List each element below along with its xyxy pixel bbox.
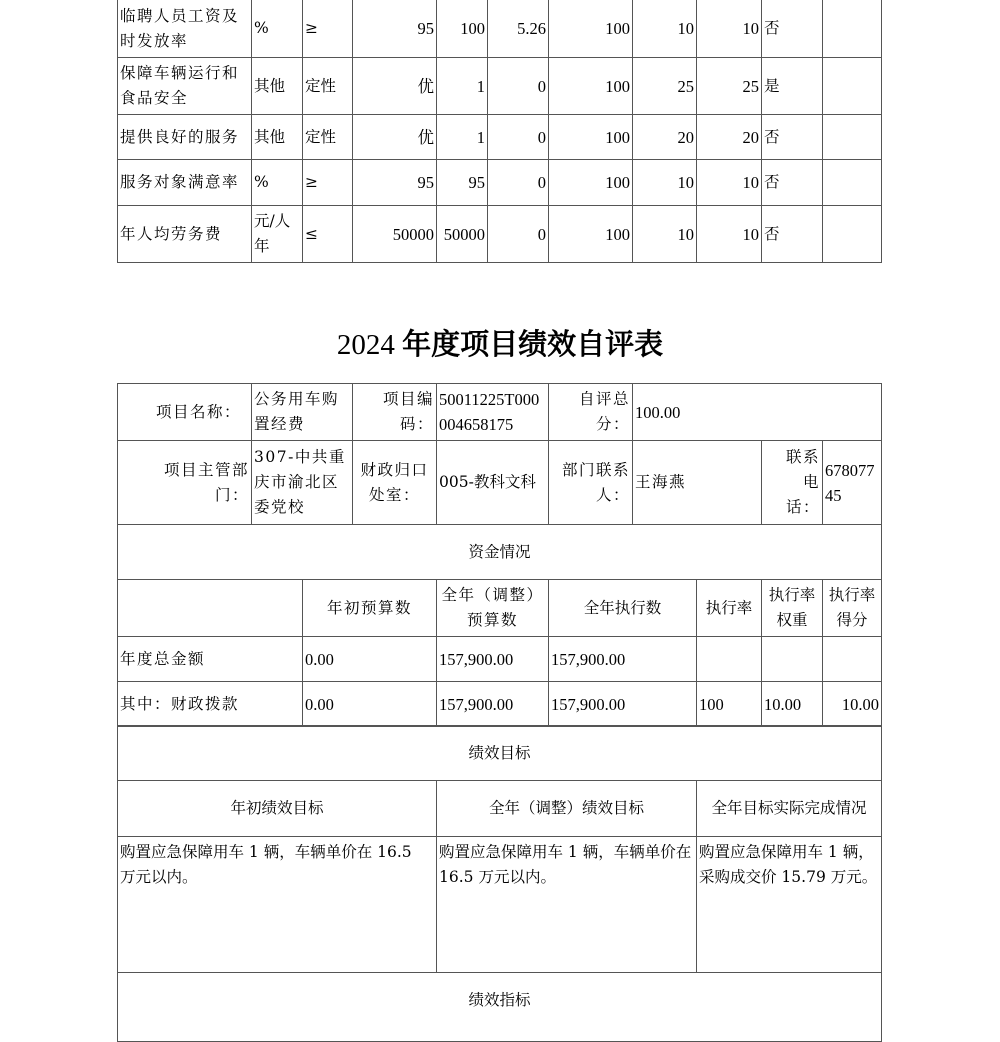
indicator-deviation: 0 bbox=[487, 114, 549, 160]
indicator-target: 优 bbox=[352, 114, 437, 160]
contact-label: 部门联系人： bbox=[548, 440, 633, 525]
funds-adjusted: 157,900.00 bbox=[436, 681, 549, 727]
indicator-flag: 否 bbox=[761, 159, 823, 206]
phone-value: 67807745 bbox=[822, 440, 882, 525]
page-title bbox=[0, 322, 1000, 363]
indicator-target: 95 bbox=[352, 0, 437, 58]
indicator-actual: 95 bbox=[436, 159, 488, 206]
dept-label: 项目主管部门： bbox=[117, 440, 252, 525]
indicator-unit: 其他 bbox=[251, 114, 303, 160]
funds-executed: 157,900.00 bbox=[548, 681, 697, 727]
indicator-operator: ≥ bbox=[302, 159, 353, 206]
funds-header-executed: 全年执行数 bbox=[548, 579, 697, 637]
indicator-actual: 100 bbox=[436, 0, 488, 58]
goals-section-title: 绩效目标 bbox=[117, 725, 882, 781]
indicator-score: 10 bbox=[696, 205, 762, 263]
indicator-target: 优 bbox=[352, 57, 437, 115]
goal-initial-text: 购置应急保障用车 1 辆，车辆单价在 16.5 万元以内。 bbox=[117, 836, 437, 973]
indicator-operator: 定性 bbox=[302, 114, 353, 160]
indicator-name: 提供良好的服务 bbox=[117, 114, 252, 160]
indicator-unit: 元/人年 bbox=[251, 205, 303, 263]
project-code-label: 项目编码： bbox=[352, 383, 437, 441]
indicator-note bbox=[822, 0, 882, 58]
indicator-rate: 100 bbox=[548, 205, 633, 263]
indicator-operator: 定性 bbox=[302, 57, 353, 115]
funds-header-blank bbox=[117, 579, 303, 637]
indicator-operator: ≤ bbox=[302, 205, 353, 263]
finance-value: 005-教科文科 bbox=[436, 440, 549, 525]
indicator-name: 年人均劳务费 bbox=[117, 205, 252, 263]
funds-rate bbox=[696, 636, 762, 682]
funds-executed: 157,900.00 bbox=[548, 636, 697, 682]
indicator-weight: 20 bbox=[632, 114, 697, 160]
indicator-flag: 否 bbox=[761, 0, 823, 58]
indicator-target: 50000 bbox=[352, 205, 437, 263]
indicator-note bbox=[822, 159, 882, 206]
indicator-note bbox=[822, 57, 882, 115]
indicator-score: 25 bbox=[696, 57, 762, 115]
funds-row-label: 年度总金额 bbox=[117, 636, 303, 682]
funds-weight bbox=[761, 636, 823, 682]
indicator-operator: ≥ bbox=[302, 0, 353, 58]
funds-score bbox=[822, 636, 882, 682]
project-code-value: 50011225T000004658175 bbox=[436, 383, 549, 441]
indicator-deviation: 5.26 bbox=[487, 0, 549, 58]
funds-header-adjusted: 全年（调整）预算数 bbox=[436, 579, 549, 637]
indicator-unit: % bbox=[251, 159, 303, 206]
indicator-unit: % bbox=[251, 0, 303, 58]
phone-label: 联系电话： bbox=[761, 440, 823, 525]
indicator-actual: 50000 bbox=[436, 205, 488, 263]
indicator-name: 保障车辆运行和食品安全 bbox=[117, 57, 252, 115]
self-score-value: 100.00 bbox=[632, 383, 882, 441]
indicator-rate: 100 bbox=[548, 0, 633, 58]
funds-header-weight: 执行率权重 bbox=[761, 579, 823, 637]
funds-rate: 100 bbox=[696, 681, 762, 727]
indicator-deviation: 0 bbox=[487, 159, 549, 206]
indicator-actual: 1 bbox=[436, 57, 488, 115]
indicator-rate: 100 bbox=[548, 57, 633, 115]
indicator-weight: 10 bbox=[632, 205, 697, 263]
indicator-deviation: 0 bbox=[487, 57, 549, 115]
self-score-label: 自评总分： bbox=[548, 383, 633, 441]
title-year: 2024 bbox=[336, 329, 395, 361]
indicator-note bbox=[822, 205, 882, 263]
indicator-name: 临聘人员工资及时发放率 bbox=[117, 0, 252, 58]
indicator-flag: 否 bbox=[761, 114, 823, 160]
funds-header-score: 执行率得分 bbox=[822, 579, 882, 637]
project-name-label: 项目名称： bbox=[117, 383, 252, 441]
goals-header-initial: 年初绩效目标 bbox=[117, 780, 437, 837]
funds-row-label: 其中：财政拨款 bbox=[117, 681, 303, 727]
goal-actual-text: 购置应急保障用车 1 辆，采购成交价 15.79 万元。 bbox=[696, 836, 882, 973]
indicator-flag: 否 bbox=[761, 205, 823, 263]
funds-adjusted: 157,900.00 bbox=[436, 636, 549, 682]
funds-header-rate: 执行率 bbox=[696, 579, 762, 637]
indicator-note bbox=[822, 114, 882, 160]
funds-score: 10.00 bbox=[822, 681, 882, 727]
goals-header-actual: 全年目标实际完成情况 bbox=[696, 780, 882, 837]
funds-initial: 0.00 bbox=[302, 681, 437, 727]
funds-section-title: 资金情况 bbox=[117, 524, 882, 580]
indicator-weight: 10 bbox=[632, 159, 697, 206]
indicator-score: 20 bbox=[696, 114, 762, 160]
indicator-weight: 25 bbox=[632, 57, 697, 115]
contact-value: 王海燕 bbox=[632, 440, 762, 525]
indicator-rate: 100 bbox=[548, 114, 633, 160]
funds-header-initial: 年初预算数 bbox=[302, 579, 437, 637]
title-text: 年度项目绩效自评表 bbox=[402, 329, 664, 361]
goal-adjusted-text: 购置应急保障用车 1 辆，车辆单价在 16.5 万元以内。 bbox=[436, 836, 697, 973]
indicator-flag: 是 bbox=[761, 57, 823, 115]
funds-initial: 0.00 bbox=[302, 636, 437, 682]
indicator-rate: 100 bbox=[548, 159, 633, 206]
indicator-score: 10 bbox=[696, 0, 762, 58]
indicator-name: 服务对象满意率 bbox=[117, 159, 252, 206]
goals-header-adjusted: 全年（调整）绩效目标 bbox=[436, 780, 697, 837]
finance-label: 财政归口处室： bbox=[352, 440, 437, 525]
indicator-actual: 1 bbox=[436, 114, 488, 160]
indicators-section-title: 绩效指标 bbox=[117, 972, 882, 1042]
dept-value: 307-中共重庆市渝北区委党校 bbox=[251, 440, 353, 525]
indicator-score: 10 bbox=[696, 159, 762, 206]
funds-weight: 10.00 bbox=[761, 681, 823, 727]
indicator-weight: 10 bbox=[632, 0, 697, 58]
indicator-target: 95 bbox=[352, 159, 437, 206]
indicator-unit: 其他 bbox=[251, 57, 303, 115]
indicator-deviation: 0 bbox=[487, 205, 549, 263]
project-name-value: 公务用车购置经费 bbox=[251, 383, 353, 441]
